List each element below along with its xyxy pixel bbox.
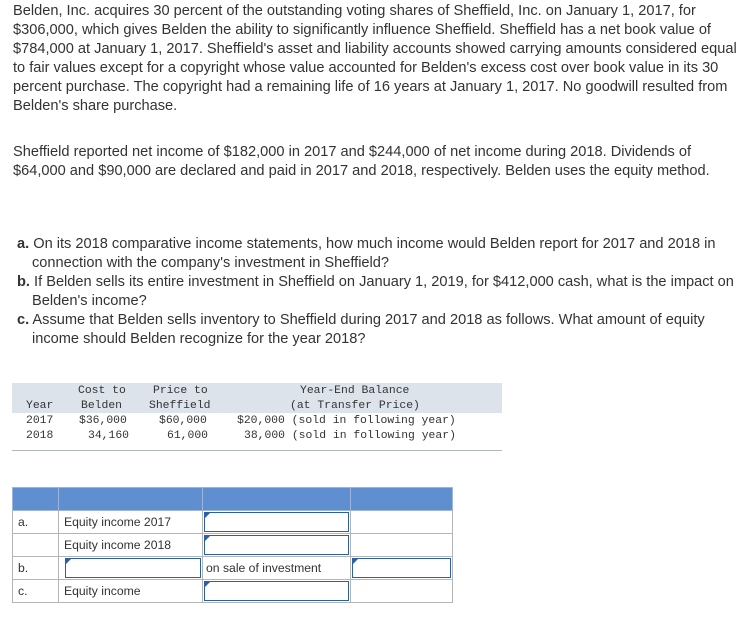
row-value-label: on sale of investment (203, 557, 351, 580)
row-2017-year: 2017 (26, 415, 54, 427)
answer-grid (12, 487, 453, 603)
answer-row-b (13, 557, 453, 580)
gain-loss-select[interactable] (65, 558, 201, 578)
row-label (13, 534, 59, 557)
row-2018-price: 61,000 (167, 430, 209, 442)
header-balance-line2: (at Transfer Price) (290, 400, 420, 412)
row-label: c. (13, 580, 59, 603)
answer-row-a-2017 (13, 511, 453, 534)
question-text: If Belden sells its entire investment in Sheffield on January 1, 2019, for $412,000 cash, what is the impact on Belden's income? (32, 274, 734, 309)
header-cost-line2: Belden (81, 400, 123, 412)
problem-paragraph-2: Sheffield reported net income of $182,000 in 2017 and $244,000 of net income during 2018. Dividends of $64,000 and $90,000 are declared and paid in 2017 and 2018, respectively. Belden uses the equity method. (13, 144, 710, 179)
question-label: a. (17, 236, 30, 252)
inventory-table (12, 383, 502, 453)
header-price-line2: Sheffield (149, 400, 211, 412)
header-cost-line1: Cost to (78, 385, 126, 397)
question-text: Assume that Belden sells inventory to Sheffield during 2017 and 2018 as follows. What amount of equity income should Belden recognize for the year 2018? (32, 312, 705, 347)
row-2017-balance: $20,000 (sold in following year) (237, 415, 456, 427)
empty-cell (351, 511, 453, 534)
row-2018-year: 2018 (26, 430, 54, 442)
question-label: b. (17, 274, 30, 290)
question-label: c. (17, 312, 30, 328)
row-2017-price: $60,000 (159, 415, 207, 427)
empty-cell (351, 580, 453, 603)
row-description: Equity income 2017 (59, 511, 203, 534)
row-2018-cost: 34,160 (88, 430, 130, 442)
row-label: a. (13, 511, 59, 534)
row-description: Equity income 2018 (59, 534, 203, 557)
empty-cell (351, 534, 453, 557)
equity-income-2017-input[interactable] (204, 512, 349, 532)
equity-income-2018-c-input[interactable] (204, 581, 349, 601)
answer-row-c (13, 580, 453, 603)
header-year: Year (26, 400, 54, 412)
row-label: b. (13, 557, 59, 580)
row-2018-balance: 38,000 (sold in following year) (244, 430, 456, 442)
equity-income-2018-input[interactable] (204, 535, 349, 555)
header-balance-line1: Year-End Balance (300, 385, 410, 397)
sale-impact-input[interactable] (352, 558, 451, 578)
question-b (17, 273, 737, 311)
answer-row-a-2018 (13, 534, 453, 557)
header-price-line1: Price to (153, 385, 208, 397)
question-c (17, 311, 737, 349)
inventory-table-bottom-rule (12, 450, 502, 451)
question-a (17, 235, 737, 273)
row-2017-cost: $36,000 (79, 415, 127, 427)
row-description: Equity income (59, 580, 203, 603)
answer-grid-header (13, 488, 453, 511)
problem-paragraph-1: Belden, Inc. acquires 30 percent of the outstanding voting shares of Sheffield, Inc. on January 1, 2017, for $306,000, which gives Belden the ability to significantly influence Sheffield. Sheffield has a net book value of $784,000 at January 1, 2017. Sheffield's asset and liability accounts showed carrying amounts considered equal to fair values except for a copyright whose value accounted for Belden's excess cost over book value in its 30 percent purchase. The copyright had a remaining life of 16 years at January 1, 2017. No goodwill resulted from Belden's share purchase. (13, 3, 737, 114)
question-text: On its 2018 comparative income statements, how much income would Belden report for 2017 and 2018 in connection with the company's investment in Sheffield? (32, 236, 716, 271)
